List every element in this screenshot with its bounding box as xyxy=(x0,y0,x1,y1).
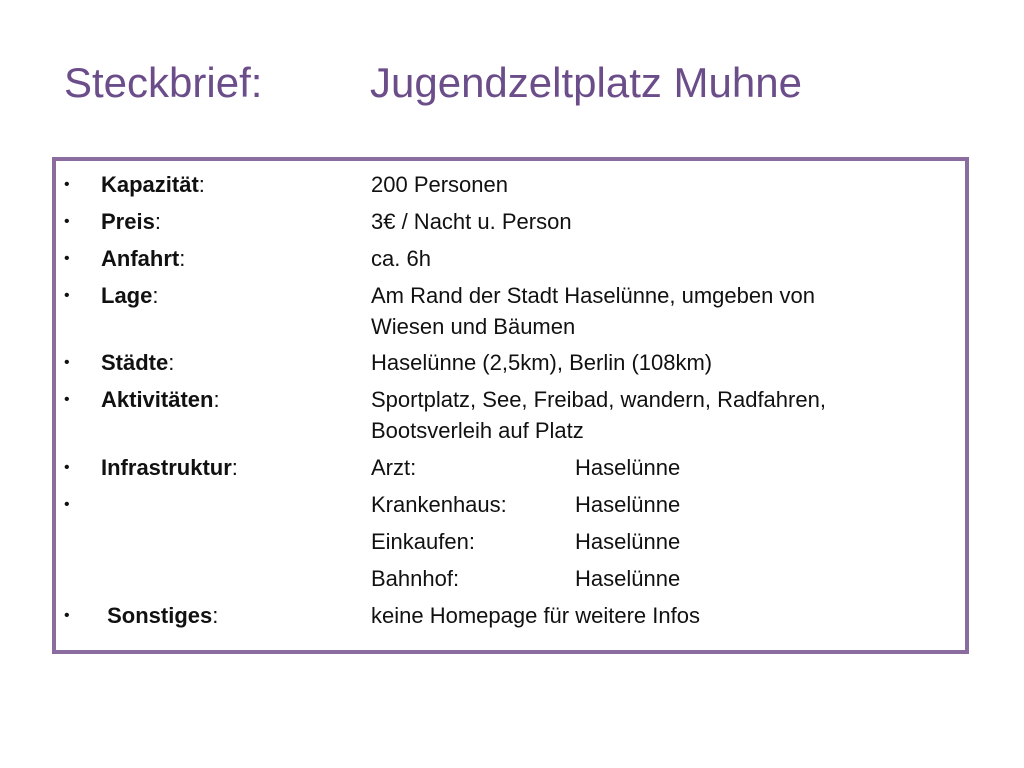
item-key: Lage: xyxy=(101,283,159,308)
title-name: Jugendzeltplatz Muhne xyxy=(370,59,802,106)
item-value: Haselünne (2,5km), Berlin (108km) xyxy=(371,350,713,375)
bullet: • xyxy=(64,287,70,304)
infra-value: Haselünne xyxy=(575,529,681,554)
infra-label: Arzt: xyxy=(371,455,417,480)
infra-label: Einkaufen: xyxy=(371,529,475,554)
infra-value: Haselünne xyxy=(575,455,681,480)
bullet: • xyxy=(64,607,70,624)
item-key: Preis: xyxy=(101,209,161,234)
bullet: • xyxy=(64,176,70,193)
bullet: • xyxy=(64,213,70,230)
item-key: Aktivitäten: xyxy=(101,387,220,412)
item-value: ca. 6h xyxy=(371,246,431,271)
item-value: Sportplatz, See, Freibad, wandern, Radfahren, Bootsverleih auf Platz xyxy=(371,387,826,443)
slide-title xyxy=(64,58,802,108)
infra-label: Krankenhaus: xyxy=(371,492,507,517)
infra-value: Haselünne xyxy=(575,492,681,517)
bullet: • xyxy=(64,391,70,408)
item-key: Sonstiges: xyxy=(101,603,219,628)
fact-sheet-box xyxy=(52,157,969,654)
infra-value: Haselünne xyxy=(575,566,681,591)
item-value: keine Homepage für weitere Infos xyxy=(371,603,700,628)
infra-label: Bahnhof: xyxy=(371,566,460,591)
item-key: Städte: xyxy=(101,350,175,375)
item-key: Kapazität: xyxy=(101,172,205,197)
bullet: • xyxy=(64,459,70,476)
item-key: Infrastruktur: xyxy=(101,455,238,480)
bullet: • xyxy=(64,496,70,513)
item-value: Am Rand der Stadt Haselünne, umgeben von Wiesen und Bäumen xyxy=(371,283,815,339)
title-label: Steckbrief: xyxy=(64,59,263,106)
bullet: • xyxy=(64,354,70,371)
item-value: 200 Personen xyxy=(371,172,508,197)
item-key: Anfahrt: xyxy=(101,246,186,271)
bullet: • xyxy=(64,250,70,267)
item-value: 3€ / Nacht u. Person xyxy=(371,209,572,234)
